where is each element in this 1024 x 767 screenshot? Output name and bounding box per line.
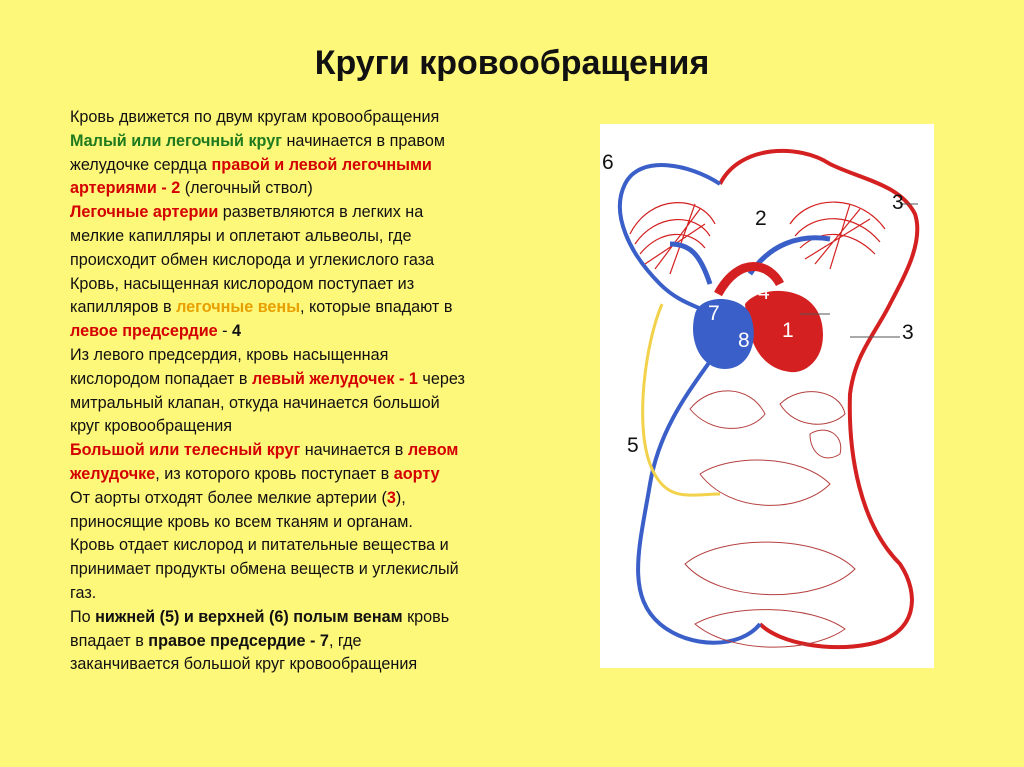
pulmonary-circuit-term: Малый или легочный круг [70, 131, 282, 150]
left-term: левом [407, 441, 459, 460]
body-text [70, 106, 570, 677]
circulation-illustration [600, 124, 934, 668]
text-span: Кровь, насыщенная кислородом поступает из [70, 274, 415, 293]
text-span: - [217, 322, 233, 341]
text-line [70, 392, 570, 416]
text-span: приносящие кровь ко всем тканям и органам. [70, 512, 413, 531]
label-6: 6 [602, 151, 614, 174]
arteries-2-term: артериями - 2 [70, 179, 181, 198]
text-line [70, 511, 570, 535]
text-line [70, 415, 570, 439]
label-3-lower: 3 [902, 321, 914, 344]
text-line [70, 582, 570, 606]
text-span: круг кровообращения [70, 417, 233, 436]
text-line [70, 653, 570, 677]
text-span: , из которого кровь поступает в [155, 464, 394, 483]
arterial-outer-loop [720, 151, 917, 647]
text-span: митральный клапан, откуда начинается большой [70, 393, 440, 412]
label-4: 4 [758, 281, 770, 304]
label-3-upper: 3 [892, 191, 904, 214]
label-5: 5 [627, 434, 639, 457]
text-span: кислородом попадает в [70, 369, 253, 388]
text-span: капилляров в [70, 298, 177, 317]
label-8: 8 [738, 329, 750, 352]
organ-capillaries [685, 391, 855, 647]
text-line [70, 177, 570, 201]
text-line [70, 296, 570, 320]
text-span: Кровь отдает кислород и питательные вещества и [70, 536, 449, 555]
slide-title: Круги кровообращения [314, 44, 710, 82]
pulmonary-veins-term: легочные вены [176, 298, 301, 317]
text-span: По [70, 607, 96, 626]
text-span: начинается в [300, 441, 408, 460]
text-line [70, 249, 570, 273]
text-span: заканчивается большой круг кровообращения [70, 655, 418, 674]
text-span: начинается в правом [281, 131, 445, 150]
text-line [70, 344, 570, 368]
left-atrium-term: левое предсердие [70, 322, 218, 341]
right-lung-capillaries [790, 202, 885, 269]
text-line [70, 130, 570, 154]
label-1: 1 [782, 319, 794, 342]
text-line [70, 534, 570, 558]
inferior-vena-cava [638, 354, 760, 643]
text-line [70, 606, 570, 630]
text-span: кровь [402, 607, 450, 626]
text-span: мелкие капилляры и оплетают альвеолы, где [70, 226, 412, 245]
pulmonary-artery-left [670, 244, 710, 284]
pulmonary-arteries-heading: Легочные артерии [70, 203, 219, 222]
vena-cava-term: нижней (5) и верхней (6) полым венам [95, 607, 403, 626]
text-line [70, 558, 570, 582]
arteries-3-ref: 3 [386, 488, 396, 507]
text-span: происходит обмен кислорода и углекислого газа [70, 250, 435, 269]
text-line [70, 106, 570, 130]
text-span: (легочный ствол) [180, 179, 313, 198]
pulmonary-arteries-term: правой и левой легочными [211, 155, 432, 174]
text-span: желудочке сердца [70, 155, 212, 174]
text-line [70, 225, 570, 249]
systemic-circuit-term: Большой или телесный круг [70, 441, 301, 460]
text-line [70, 320, 570, 344]
text-span: впадает в [70, 631, 149, 650]
circulation-diagram [600, 124, 934, 668]
text-span: через [417, 369, 465, 388]
ventricle-term: желудочке [70, 464, 156, 483]
text-span: , которые впадают в [300, 298, 453, 317]
text-line [70, 154, 570, 178]
text-span: ), [395, 488, 406, 507]
label-2: 2 [755, 207, 767, 230]
left-ventricle-term: левый желудочек - 1 [252, 369, 418, 388]
text-span: 4 [232, 322, 242, 341]
text-span: разветвляются в легких на [218, 203, 424, 222]
text-line [70, 487, 570, 511]
text-span: Кровь движется по двум кругам кровообращения [70, 108, 440, 126]
text-line [70, 201, 570, 225]
text-line [70, 630, 570, 654]
aortic-arch [718, 267, 780, 295]
text-line [70, 368, 570, 392]
text-line [70, 463, 570, 487]
text-span: газ. [70, 583, 97, 602]
label-7: 7 [708, 302, 720, 325]
text-span: Из левого предсердия, кровь насыщенная [70, 345, 389, 364]
text-span: принимает продукты обмена веществ и углекислый [70, 560, 459, 579]
text-line [70, 273, 570, 297]
text-span: От аорты отходят более мелкие артерии ( [70, 488, 387, 507]
aorta-term: аорту [393, 464, 440, 483]
right-atrium-term: правое предсердие - 7 [148, 631, 329, 650]
text-span: , где [328, 631, 362, 650]
text-line [70, 439, 570, 463]
